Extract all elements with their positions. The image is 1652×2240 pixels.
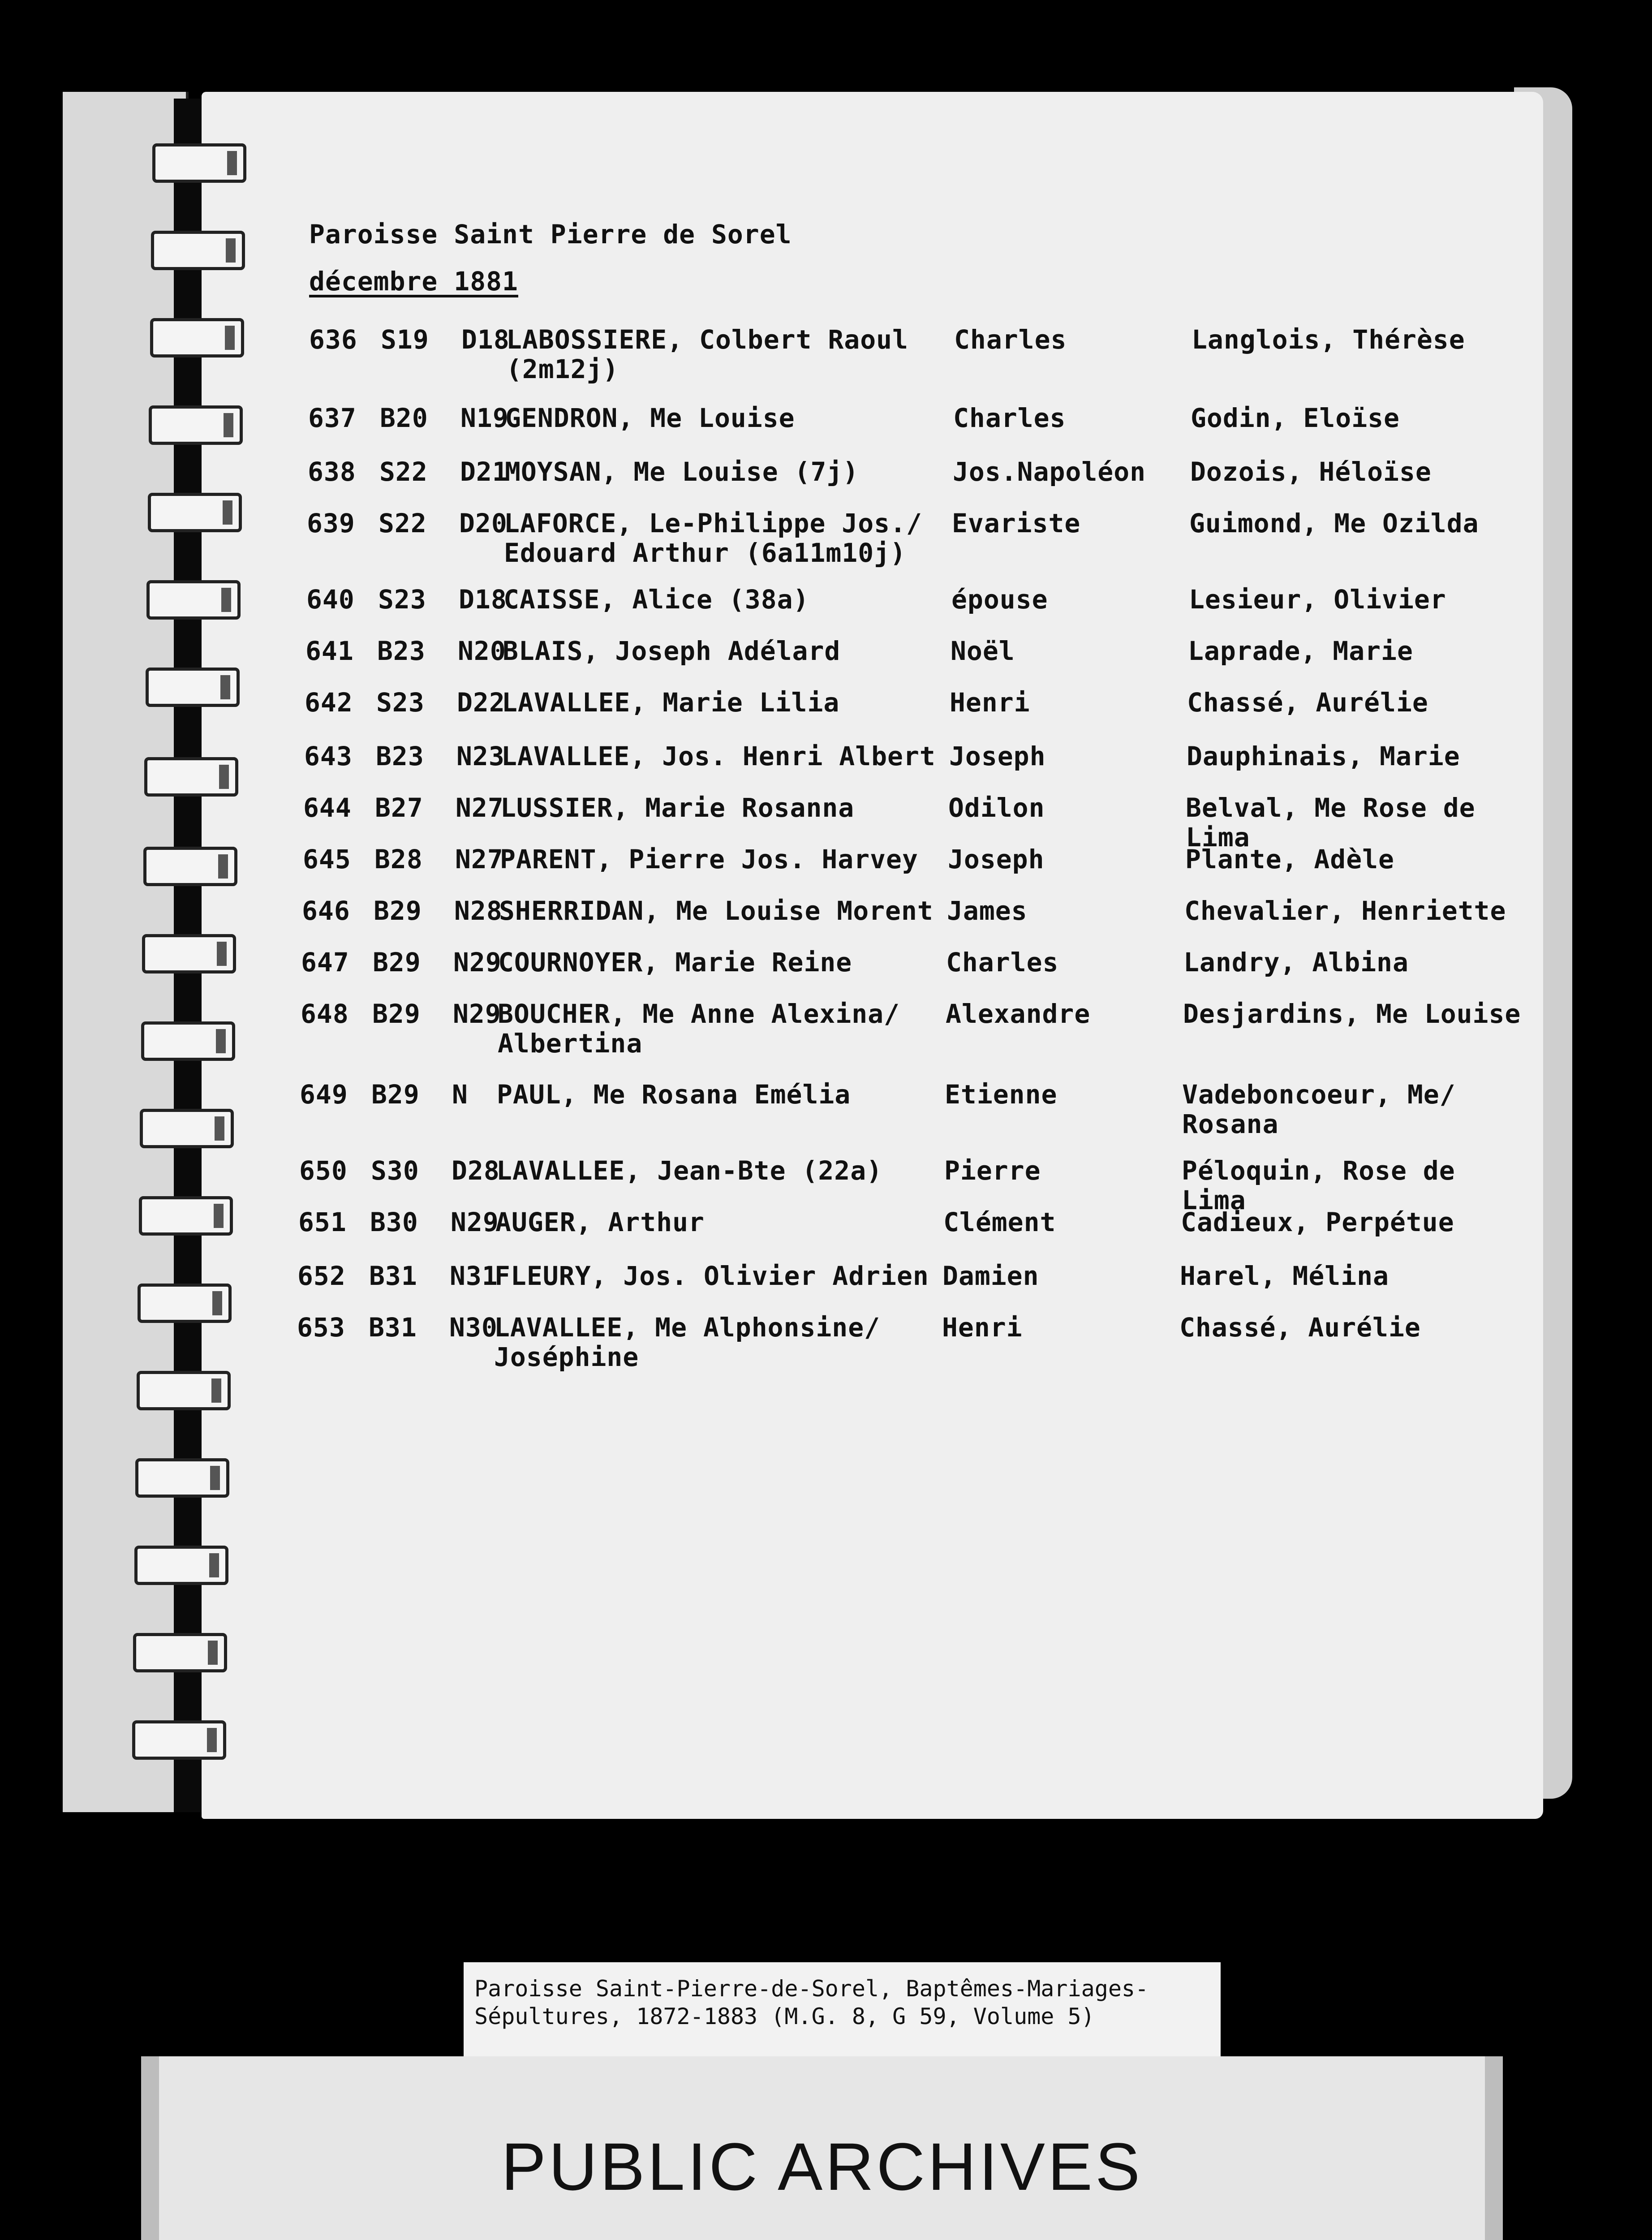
entry-no: 653: [297, 1312, 345, 1343]
entry-father: James: [947, 896, 1028, 926]
entry-c2: N29: [453, 999, 501, 1029]
entry-father: Clément: [943, 1207, 1056, 1237]
entry-mother: Cadieux, Perpétue: [1181, 1207, 1454, 1237]
binder-ring: [151, 231, 245, 270]
entry-c2: D28: [452, 1155, 500, 1186]
binder-ring: [142, 934, 236, 974]
entry-mother: Langlois, Thérèse: [1192, 324, 1465, 355]
caption-line-2: Sépultures, 1872-1883 (M.G. 8, G 59, Volume 5): [474, 2003, 1095, 2029]
entry-c1: S23: [376, 687, 425, 718]
entry-c1: B31: [369, 1312, 417, 1343]
reel-caption: [464, 1962, 1221, 2065]
entry-no: 651: [298, 1207, 347, 1237]
entry-c2: N31: [450, 1261, 498, 1291]
entry-father: Charles: [953, 403, 1066, 433]
entry-mother: Landry, Albina: [1183, 947, 1409, 978]
entry-mother: Godin, Eloïse: [1191, 403, 1400, 433]
entry-father: Jos.Napoléon: [953, 457, 1146, 487]
entry-c1: B29: [371, 1079, 420, 1110]
binder-ring: [138, 1284, 232, 1323]
entry-father: Henri: [950, 687, 1030, 718]
binder-ring: [146, 580, 241, 620]
entry-c1: B29: [373, 947, 421, 978]
entry-no: 647: [301, 947, 349, 978]
entry-name: MOYSAN, Me Louise (7j): [505, 457, 859, 487]
binder-ring: [141, 1021, 235, 1061]
entry-father: Evariste: [952, 508, 1081, 538]
binder-ring: [143, 847, 237, 886]
entry-c2: D20: [459, 508, 508, 538]
entry-mother: Dozois, Héloïse: [1190, 457, 1432, 487]
entry-c2: N27: [456, 793, 504, 823]
binder-ring: [132, 1720, 226, 1760]
entry-name: PARENT, Pierre Jos. Harvey: [500, 844, 918, 874]
entry-mother: Laprade, Marie: [1188, 636, 1413, 666]
entry-no: 639: [307, 508, 355, 538]
entry-c1: S22: [379, 508, 427, 538]
entry-mother: Plante, Adèle: [1185, 844, 1394, 874]
entry-c2: N28: [454, 896, 503, 926]
register-entry: [300, 1080, 1536, 1147]
binder-ring: [146, 668, 240, 707]
register-entry: [307, 508, 1543, 576]
entry-no: 636: [309, 324, 357, 355]
entry-father: Damien: [942, 1261, 1039, 1291]
register-month: décembre 1881: [309, 266, 518, 297]
entry-name: LUSSIER, Marie Rosanna: [500, 793, 855, 823]
entry-mother: Dauphinais, Marie: [1187, 741, 1460, 771]
entry-name: BLAIS, Joseph Adélard: [503, 636, 841, 666]
binder-ring: [144, 757, 238, 797]
entry-mother: Chevalier, Henriette: [1184, 896, 1506, 926]
entry-name: LABOSSIERE, Colbert Raoul (2m12j): [506, 324, 908, 384]
entry-no: 650: [299, 1155, 348, 1186]
entry-c2: D18: [459, 584, 507, 615]
entry-no: 644: [303, 793, 352, 823]
entry-no: 652: [297, 1261, 346, 1291]
entry-c2: D22: [457, 687, 505, 718]
entry-name: SHERRIDAN, Me Louise Morent: [499, 896, 934, 926]
entry-father: Charles: [954, 324, 1067, 355]
entry-c1: S19: [381, 324, 429, 355]
entry-c1: B28: [374, 844, 423, 874]
archives-stamp: [141, 2056, 1503, 2240]
entry-c1: S23: [378, 584, 426, 615]
entry-father: Alexandre: [946, 999, 1091, 1029]
binder-ring: [135, 1458, 229, 1498]
entry-no: 637: [308, 403, 357, 433]
entry-name: LAFORCE, Le-Philippe Jos./ Edouard Arthur (6a11m10j): [504, 508, 922, 568]
entry-no: 641: [305, 636, 354, 666]
page-heading: Paroisse Saint Pierre de Sorel: [309, 219, 792, 250]
entry-name: LAVALLEE, Jos. Henri Albert: [501, 741, 936, 771]
entry-c1: B31: [369, 1261, 417, 1291]
binder-ring: [137, 1371, 231, 1410]
entry-name: LAVALLEE, Me Alphonsine/ Joséphine: [494, 1312, 881, 1372]
entry-father: Etienne: [945, 1079, 1058, 1110]
entry-c2: D21: [460, 457, 508, 487]
entry-name: PAUL, Me Rosana Emélia: [497, 1079, 851, 1110]
entry-father: Henri: [942, 1312, 1023, 1343]
stamp-english: PUBLIC ARCHIVES: [501, 2129, 1143, 2204]
entry-name: LAVALLEE, Jean-Bte (22a): [496, 1155, 883, 1186]
entry-father: Joseph: [948, 844, 1045, 874]
entry-father: Noël: [951, 636, 1015, 666]
entry-mother: Chassé, Aurélie: [1187, 687, 1428, 718]
entry-c1: B30: [370, 1207, 418, 1237]
entry-mother: Chassé, Aurélie: [1179, 1312, 1421, 1343]
entry-no: 646: [302, 896, 350, 926]
entry-name: COURNOYER, Marie Reine: [498, 947, 852, 978]
entry-mother: Péloquin, Rose de Lima: [1182, 1155, 1455, 1215]
entry-mother: Lesieur, Olivier: [1189, 584, 1446, 615]
entry-no: 640: [306, 584, 355, 615]
register-entry: [301, 999, 1537, 1066]
entry-name: BOUCHER, Me Anne Alexina/ Albertina: [498, 999, 900, 1059]
entry-father: Joseph: [949, 741, 1046, 771]
entry-name: LAVALLEE, Marie Lilia: [502, 687, 840, 718]
entry-name: FLEURY, Jos. Olivier Adrien: [495, 1261, 929, 1291]
entry-c2: N19: [460, 403, 509, 433]
entry-c1: B29: [374, 896, 422, 926]
entry-c1: B23: [377, 636, 426, 666]
entry-c1: B27: [375, 793, 423, 823]
entry-no: 648: [301, 999, 349, 1029]
entry-c2: N29: [453, 947, 502, 978]
entry-c2: N23: [456, 741, 505, 771]
entry-father: Charles: [946, 947, 1059, 978]
entry-mother: Vadeboncoeur, Me/ Rosana: [1182, 1079, 1456, 1139]
entry-c2: N29: [451, 1207, 499, 1237]
entry-no: 642: [305, 687, 353, 718]
entry-no: 638: [308, 457, 356, 487]
entry-no: 643: [304, 741, 353, 771]
binder-ring: [139, 1196, 233, 1236]
entry-father: Pierre: [944, 1155, 1041, 1186]
entry-no: 645: [303, 844, 351, 874]
entry-father: Odilon: [948, 793, 1045, 823]
entry-c1: B29: [372, 999, 421, 1029]
entry-name: AUGER, Arthur: [495, 1207, 705, 1237]
entry-c2: D18: [461, 324, 510, 355]
entry-c1: B20: [380, 403, 428, 433]
entry-c1: S22: [379, 457, 428, 487]
binder-ring: [148, 493, 242, 532]
caption-line-1: Paroisse Saint-Pierre-de-Sorel, Baptêmes-Mariages-: [474, 1976, 1149, 2002]
entry-name: GENDRON, Me Louise: [505, 403, 795, 433]
entry-mother: Belval, Me Rose de Lima: [1186, 793, 1476, 853]
entry-name: CAISSE, Alice (38a): [503, 584, 809, 615]
entry-c1: B23: [376, 741, 424, 771]
binder-ring: [152, 143, 246, 183]
binder-ring: [149, 405, 243, 445]
entry-mother: Desjardins, Me Louise: [1183, 999, 1521, 1029]
entry-c2: N27: [455, 844, 503, 874]
entry-c2: N30: [449, 1312, 498, 1343]
register-entry: [309, 325, 1545, 392]
entry-c1: S30: [371, 1155, 419, 1186]
entry-c2: N: [452, 1079, 468, 1110]
entry-father: épouse: [951, 584, 1048, 615]
binder-ring: [134, 1546, 228, 1585]
entry-no: 649: [300, 1079, 348, 1110]
entry-mother: Guimond, Me Ozilda: [1189, 508, 1479, 538]
entry-c2: N20: [458, 636, 506, 666]
binder-ring: [140, 1109, 234, 1148]
entry-mother: Harel, Mélina: [1180, 1261, 1389, 1291]
binder-ring: [133, 1633, 227, 1672]
binder-ring: [150, 318, 244, 358]
register-entry: [297, 1313, 1533, 1380]
